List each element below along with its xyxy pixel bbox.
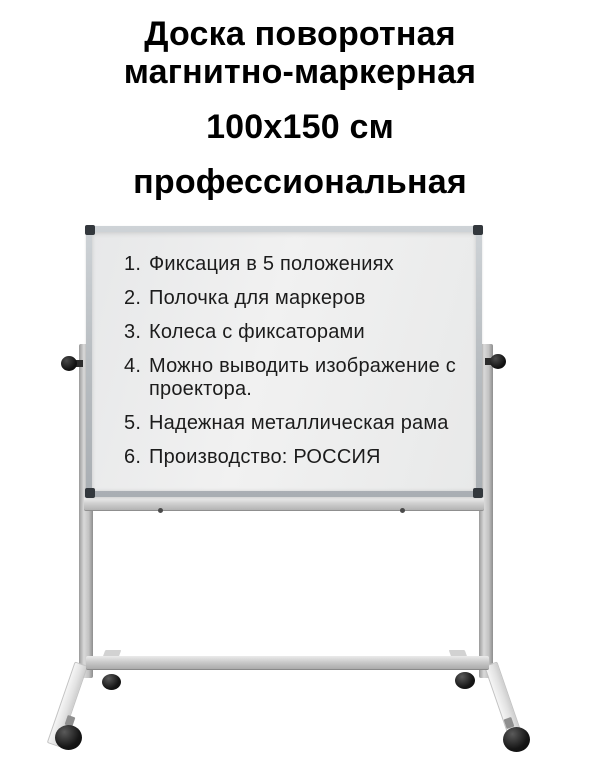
feature-number: 2. [124, 287, 142, 309]
tray-clamp-right [400, 508, 405, 513]
feature-item-4 [124, 355, 476, 401]
title-line-2: магнитно-маркерная [123, 53, 477, 91]
frame-corner-cap [85, 225, 95, 235]
feature-text: Полочка для маркеров [149, 287, 366, 309]
tray-clamp-left [158, 508, 163, 513]
feature-item-6 [124, 446, 476, 469]
frame-corner-cap [473, 488, 483, 498]
title-line-4: профессиональная [133, 163, 467, 201]
marker-tray [84, 497, 484, 511]
caster-wheel-front-left [55, 725, 82, 750]
feature-text: Производство: РОССИЯ [149, 446, 381, 468]
feature-number: 5. [124, 412, 142, 434]
feature-item-5 [124, 412, 476, 435]
pivot-knob-left [61, 356, 77, 371]
title-line-1: Доска поворотная [144, 15, 456, 53]
feature-text: Надежная металлическая рама [149, 412, 449, 434]
feature-number: 4. [124, 355, 142, 377]
feature-number: 6. [124, 446, 142, 468]
feature-list [124, 253, 476, 480]
whiteboard-frame [86, 226, 482, 497]
pivot-knob-right [490, 354, 506, 369]
feature-item-2 [124, 287, 476, 310]
caster-wheel-front-right [503, 727, 530, 752]
feature-text: Фиксация в 5 положениях [149, 253, 394, 275]
feature-text: Колеса с фиксаторами [149, 321, 365, 343]
caster-wheel-rear-left [102, 674, 121, 690]
caster-wheel-rear-right [455, 672, 475, 689]
frame-corner-cap [473, 225, 483, 235]
feature-number: 1. [124, 253, 142, 275]
frame-corner-cap [85, 488, 95, 498]
title-size: 100х150 см [206, 108, 394, 146]
feature-item-1 [124, 253, 476, 276]
stand-crossbar [86, 656, 489, 670]
feature-item-3 [124, 321, 476, 344]
whiteboard-surface [92, 232, 476, 491]
feature-number: 3. [124, 321, 142, 343]
feature-text: Можно выводить изображение с проектора. [149, 355, 456, 400]
